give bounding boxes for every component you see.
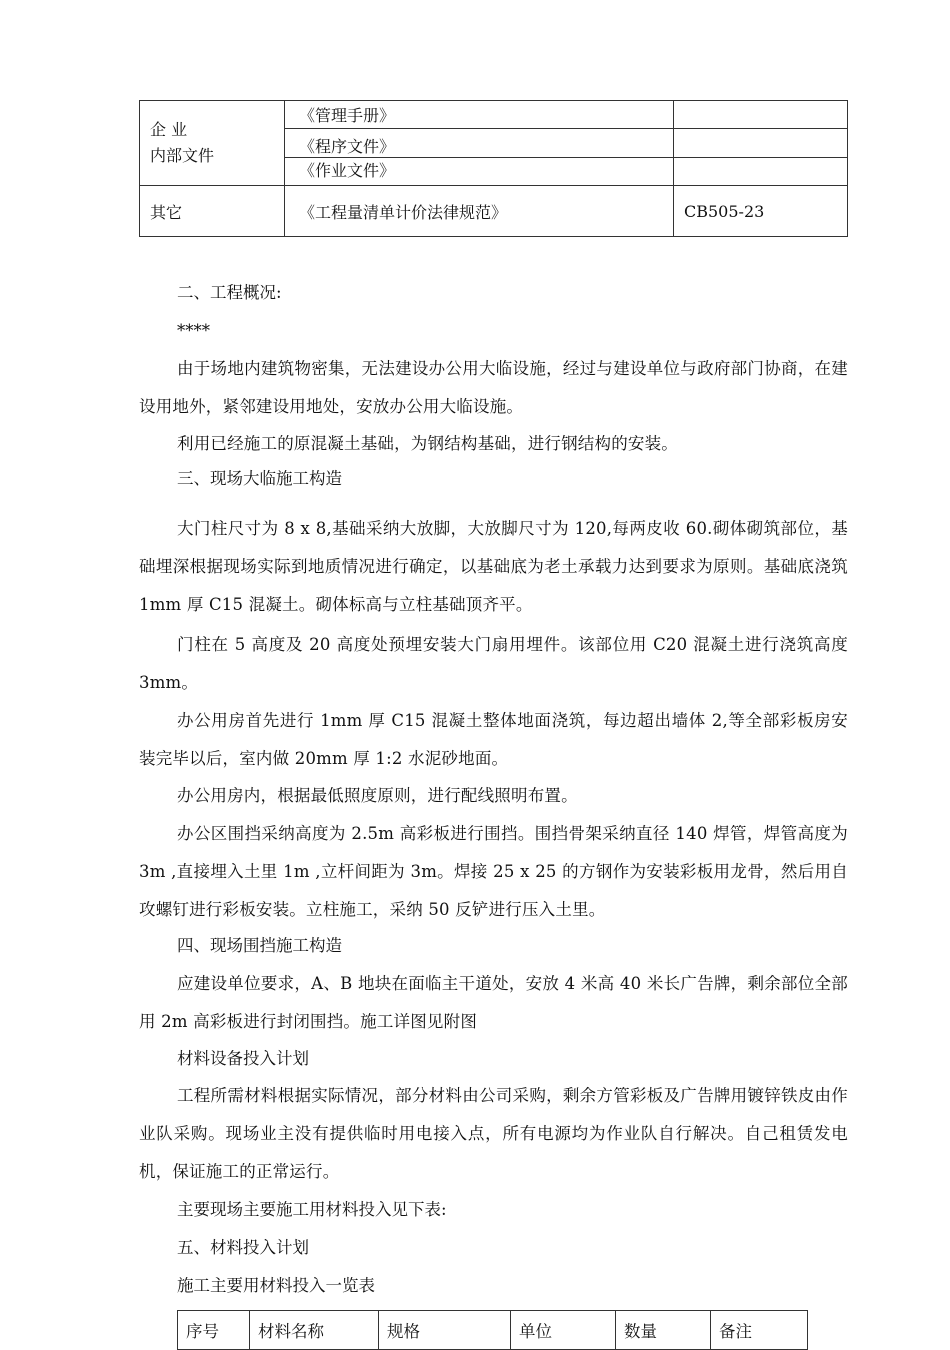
header-cell-index: 序号 [178,1311,250,1350]
material-table [177,1310,808,1350]
document-code-cell [674,158,848,186]
document-name-cell: 《管理手册》 [285,101,674,129]
section-heading: 二、工程概况: [177,283,282,302]
table-row [140,186,848,237]
paragraph: 应建设单位要求，A、B 地块在面临主干道处，安放 4 米高 40 米长广告牌，剩余部位全部用 2m 高彩板进行封闭围挡。施工详图见附图 [139,974,848,1031]
paragraph: 办公用房内，根据最低照度原则，进行配线照明布置。 [177,786,578,805]
paragraph: 门柱在 5 高度及 20 高度处预埋安装大门扇用埋件。该部位用 C20 混凝土进行浇筑高度 3mm。 [139,635,848,692]
paragraph: 工程所需材料根据实际情况，部分材料由公司采购，剩余方管彩板及广告牌用镀锌铁皮由作业队采购。现场业主没有提供临时用电接入点，所有电源均为作业队自行解决。自己租赁发电机，保证施工的正常运行。 [139,1086,848,1181]
paragraph: 利用已经施工的原混凝土基础，为钢结构基础，进行钢结构的安装。 [177,434,678,453]
document-code-cell [674,129,848,158]
category-cell: 企 业 内部文件 [140,101,285,186]
header-cell-spec: 规格 [379,1311,511,1350]
paragraph: 由于场地内建筑物密集，无法建设办公用大临设施，经过与建设单位与政府部门协商，在建设用地外，紧邻建设用地处，安放办公用大临设施。 [139,359,848,416]
paragraph: 主要现场主要施工用材料投入见下表: [177,1200,447,1219]
section-heading: 三、现场大临施工构造 [177,469,342,488]
header-cell-material-name: 材料名称 [250,1311,379,1350]
paragraph: 办公用房首先进行 1mm 厚 C15 混凝土整体地面浇筑，每边超出墙体 2,等全部彩板房安装完毕以后，室内做 20mm 厚 1:2 水泥砂地面。 [139,711,848,768]
document-name-cell: 《作业文件》 [285,158,674,186]
paragraph: 办公区围挡采纳高度为 2.5m 高彩板进行围挡。围挡骨架采纳直径 140 焊管，焊管高度为 3m ,直接埋入土里 1m ,立杆间距为 3m。焊接 25 x 25 的方钢作为安装彩板用龙骨，然后用自攻螺钉进行彩板安装。立柱施工，采纳 50 反铲进行压入土里。 [139,824,848,919]
section-heading: 四、现场围挡施工构造 [177,936,342,955]
reference-documents-table [139,100,848,237]
header-cell-remarks: 备注 [711,1311,808,1350]
document-name-cell: 《工程量清单计价法律规范》 [285,186,674,237]
placeholder-text: **** [177,321,210,340]
table-title: 施工主要用材料投入一览表 [177,1276,375,1295]
subsection-heading: 材料设备投入计划 [177,1049,309,1068]
document-name-cell: 《程序文件》 [285,129,674,158]
paragraph: 大门柱尺寸为 8 x 8,基础采纳大放脚，大放脚尺寸为 120,每两皮收 60.砌体砌筑部位，基础埋深根据现场实际到地质情况进行确定，以基础底为老土承载力达到要求为原则。基础底浇筑 1mm 厚 C15 混凝土。砌体标高与立柱基础顶齐平。 [139,519,848,614]
section-heading: 五、材料投入计划 [177,1238,309,1257]
document-code-cell: CB505-23 [674,186,848,237]
table-row [140,101,848,129]
header-cell-quantity: 数量 [616,1311,711,1350]
header-cell-unit: 单位 [511,1311,616,1350]
category-cell: 其它 [140,186,285,237]
document-code-cell [674,101,848,129]
